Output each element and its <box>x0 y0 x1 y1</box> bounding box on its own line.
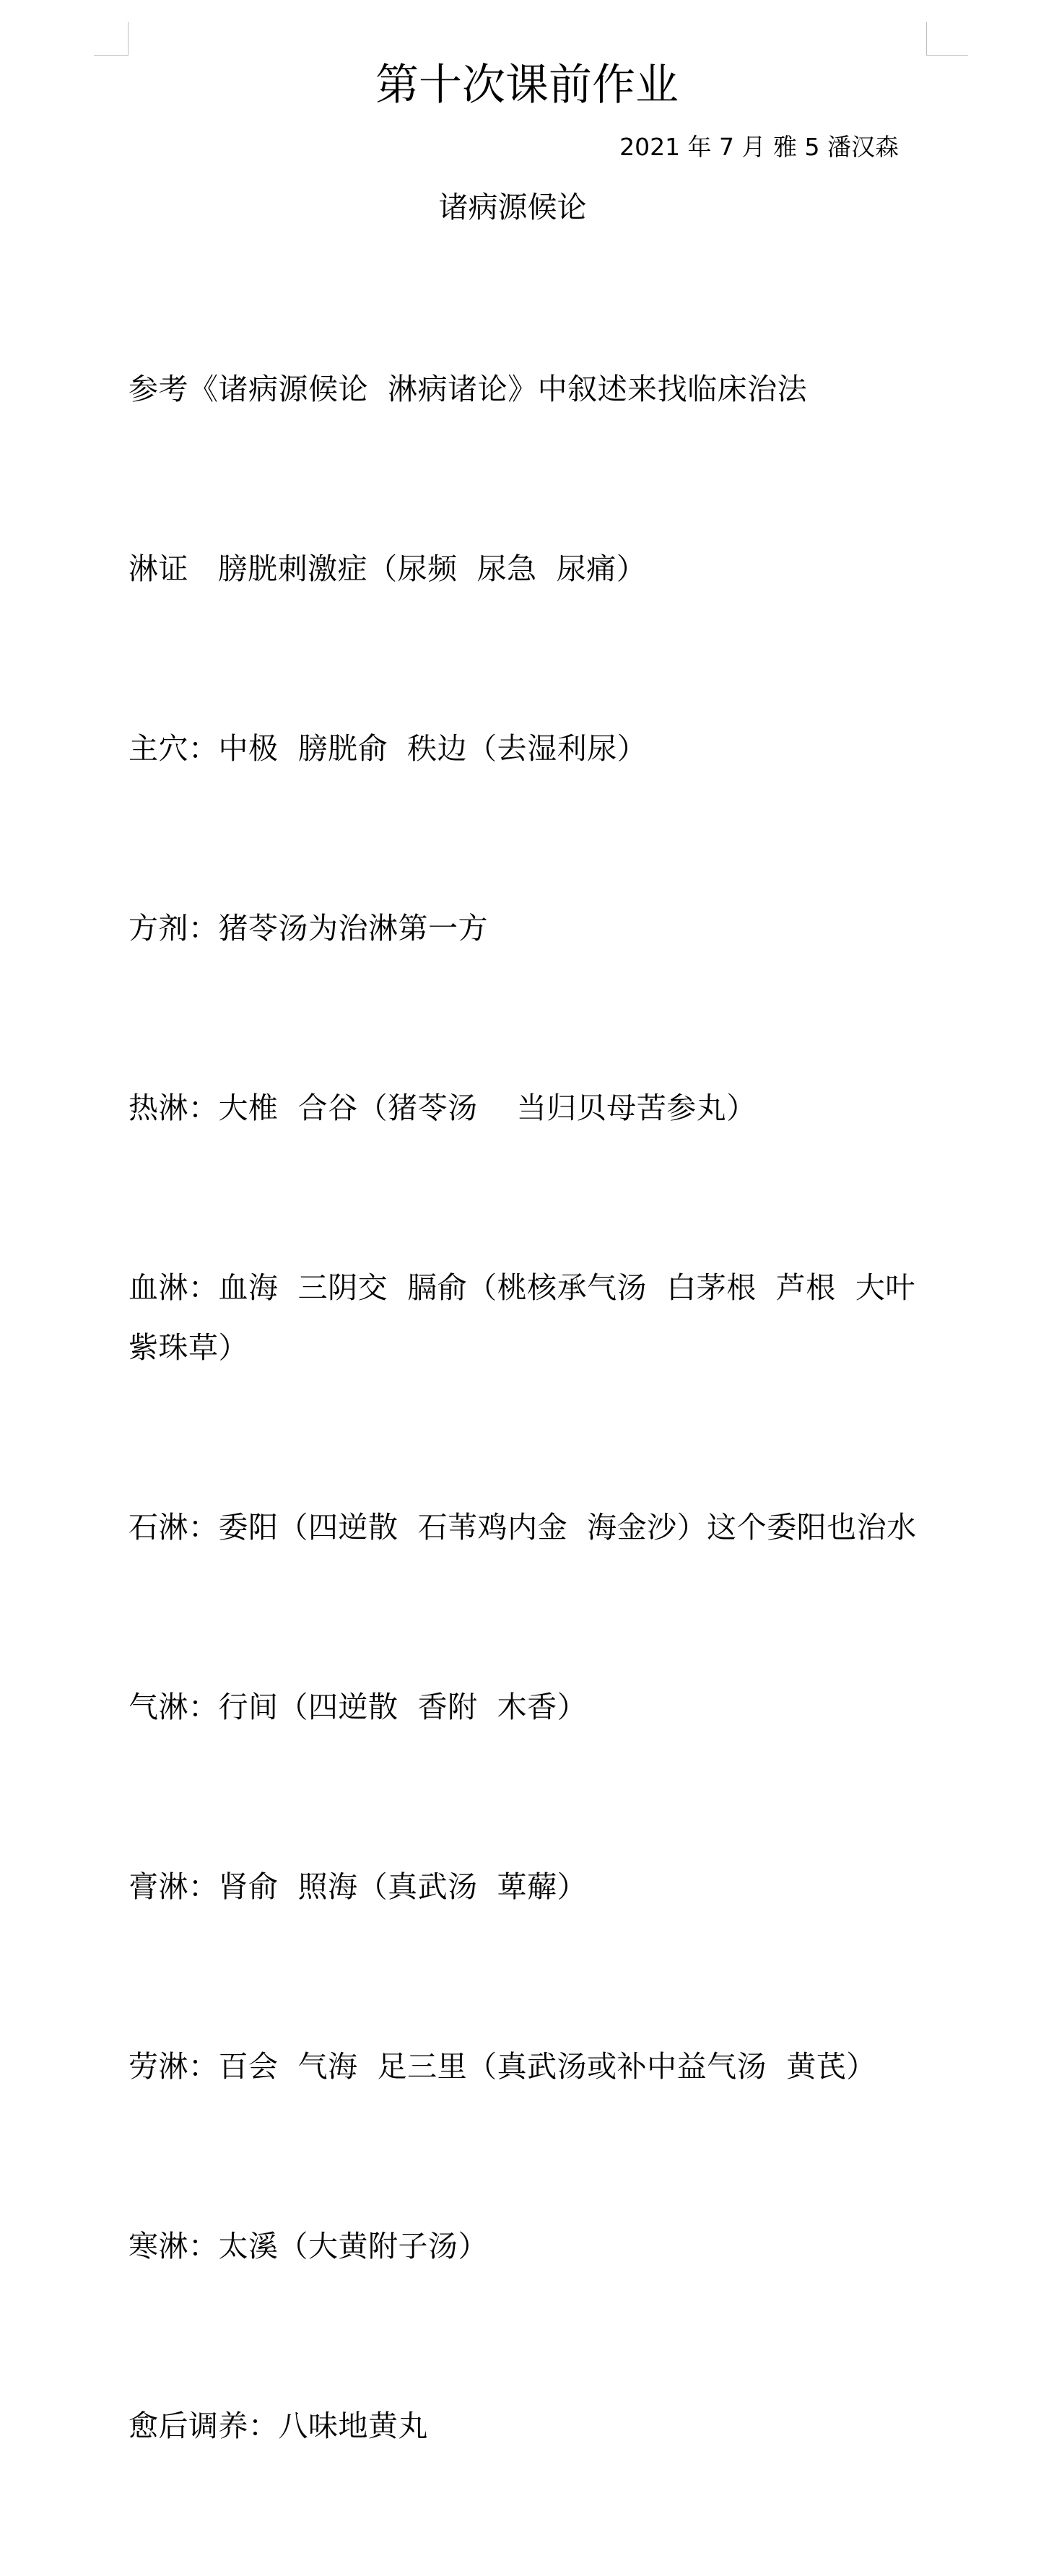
page-margin-corner-top-right <box>926 22 968 56</box>
text-line: 膏淋：肾俞 照海（真武汤 萆薢） <box>129 1869 588 1904</box>
section-subtitle: 诸病源候论 <box>438 190 587 224</box>
text-line: 劳淋：百会 气海 足三里（真武汤或补中益气汤 黄芪） <box>129 2049 876 2084</box>
text-line: 主穴：中极 膀胱俞 秩边（去湿利尿） <box>129 731 648 766</box>
text-line: 淋证 膀胱刺激症（尿频 尿急 尿痛） <box>129 551 647 586</box>
text-line: 热淋：大椎 合谷（猪苓汤 当归贝母苦参丸） <box>129 1091 757 1125</box>
page-margin-corner-top-left <box>94 22 129 56</box>
text-line: 方剂：猪苓汤为治淋第一方 <box>129 911 488 946</box>
text-line: 气淋：行间（四逆散 香附 木香） <box>129 1690 588 1724</box>
text-line: 寒淋：太溪（大黄附子汤） <box>129 2229 488 2263</box>
text-line: 愈后调养：八味地黄丸 <box>129 2409 428 2443</box>
text-line: 参考《诸病源候论 淋病诸论》中叙述来找临床治法 <box>129 372 808 406</box>
body-text <box>129 240 930 2576</box>
text-line: 石淋：委阳（四逆散 石苇鸡内金 海金沙）这个委阳也治水 <box>129 1510 917 1545</box>
author-date-line: 2021 年 7 月 雅 5 潘汉森 <box>619 133 899 161</box>
text-line: 血淋：血海 三阴交 膈俞（桃核承气汤 白茅根 芦根 大叶紫珠草） <box>129 1270 915 1365</box>
document-title: 第十次课前作业 <box>375 60 679 110</box>
